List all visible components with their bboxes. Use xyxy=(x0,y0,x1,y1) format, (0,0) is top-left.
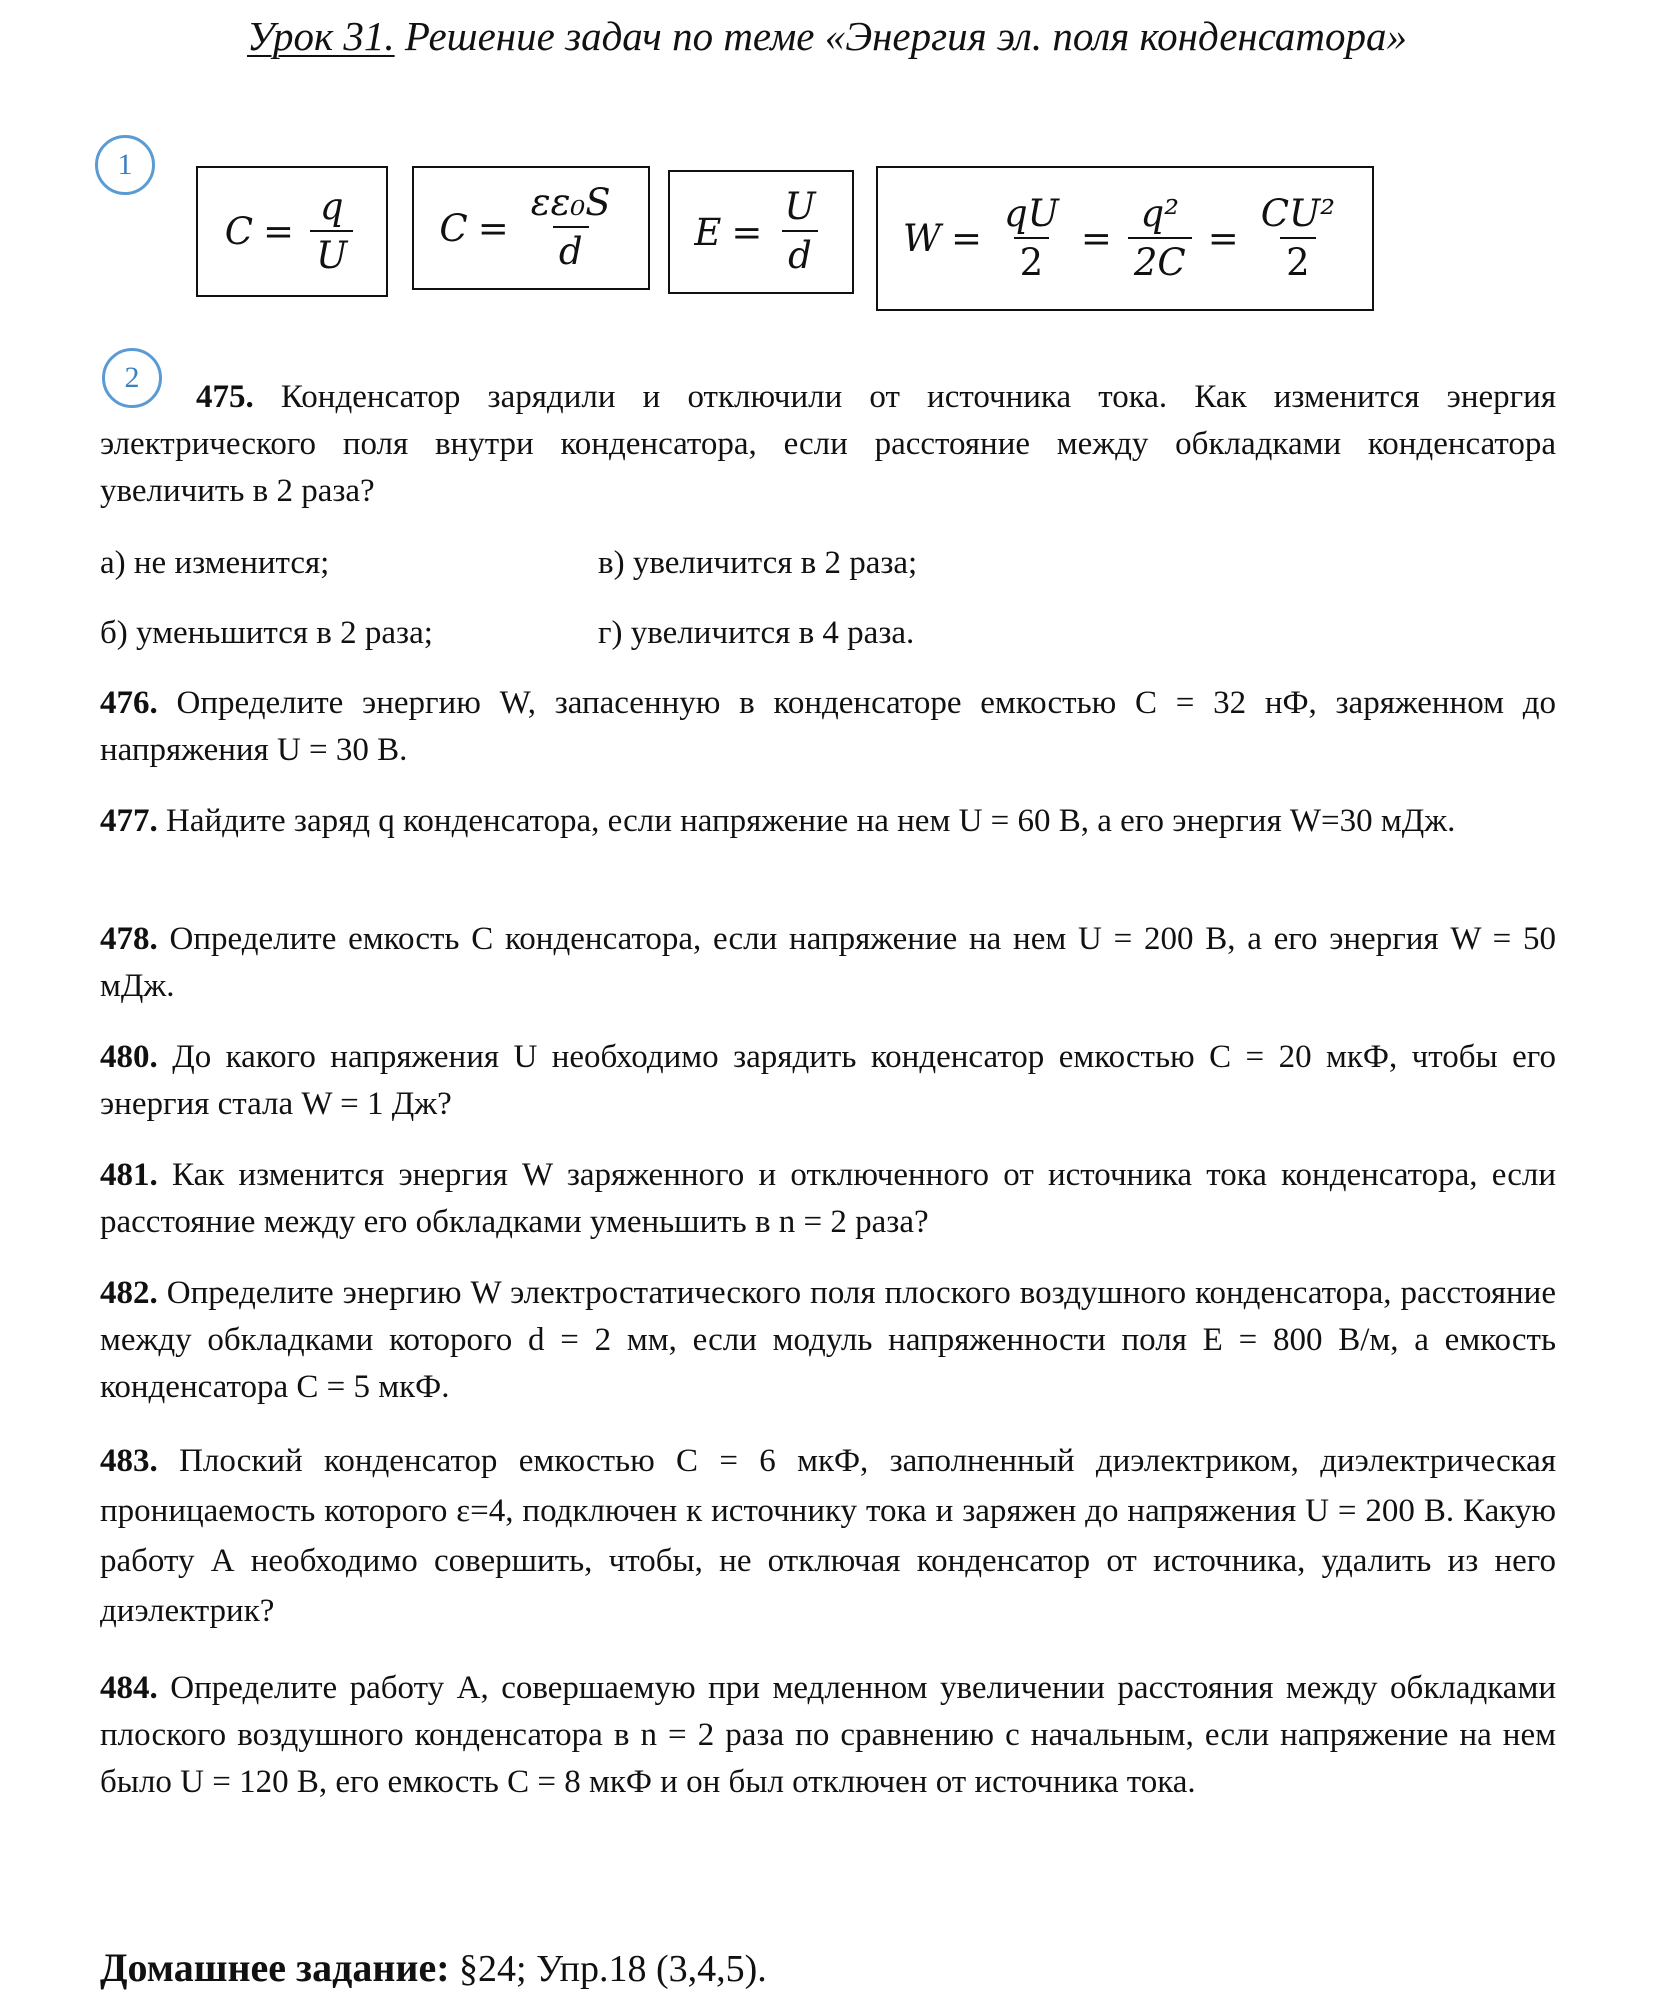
problem-text: Как изменится энергия W заряженного и отключенного от источника тока конденсатора, если расстояние между его обкладками уменьшить в n = 2 раза? xyxy=(100,1157,1557,1240)
formula-field-strength: E = $\frac{U}{d}$ xyxy=(668,170,854,294)
formula-capacitance-charge: C = $\frac{q}{U}$ xyxy=(196,166,388,297)
problem-484 xyxy=(100,1665,1556,1806)
problem-text: Определите энергию W, запасенную в конденсаторе емкостью С = 32 нФ, заряженном до напряжения U = 30 В. xyxy=(100,685,1556,768)
problem-number: 476. xyxy=(100,685,158,721)
problem-number: 475. xyxy=(196,379,254,415)
answer-option-a: а) не изменится; xyxy=(100,545,330,581)
problem-475 xyxy=(100,374,1556,515)
answer-option-b: б) уменьшится в 2 раза; xyxy=(100,615,433,651)
problem-number: 483. xyxy=(100,1443,158,1479)
problem-476 xyxy=(100,680,1556,774)
problem-number: 482. xyxy=(100,1275,158,1311)
lesson-topic: Решение задач по теме «Энергия эл. поля конденсатора» xyxy=(404,13,1407,59)
problem-477 xyxy=(100,798,1556,845)
problem-number: 480. xyxy=(100,1039,158,1075)
formula-energy: W = $\frac{qU}{2}$ = $\frac{\text{q²}}{2C}$ = $\frac{\text{CU²}}{2}$ xyxy=(876,166,1374,311)
problem-number: 484. xyxy=(100,1670,158,1706)
homework-text: §24; Упр.18 (3,4,5). xyxy=(459,1948,767,1990)
section-marker-2: 2 xyxy=(102,348,162,408)
answer-option-g: г) увеличится в 4 раза. xyxy=(598,615,915,651)
problem-483 xyxy=(100,1436,1556,1636)
problem-text: Найдите заряд q конденсатора, если напряжение на нем U = 60 В, а его энергия W=30 мДж. xyxy=(166,803,1456,839)
page-title xyxy=(0,12,1654,60)
problem-text: Плоский конденсатор емкостью С = 6 мкФ, заполненный диэлектриком, диэлектрическая проницаемость которого ε=4, подключен к источнику тока и заряжен до напряжения U = 200 В. Какую работу А необходимо совершить, чтобы, не отключая конденсатор от источника, удалить из него диэлектрик? xyxy=(100,1443,1556,1629)
formula-capacitance-plate: C = $\frac{\text{εε₀S}}{d}$ xyxy=(412,166,650,290)
problem-text: Определите емкость С конденсатора, если напряжение на нем U = 200 В, а его энергия W = 50 мДж. xyxy=(100,921,1557,1004)
section-marker-1: 1 xyxy=(95,135,155,195)
problem-478 xyxy=(100,916,1556,1010)
problem-480 xyxy=(100,1034,1556,1128)
problem-text: Определите работу А, совершаемую при медленном увеличении расстояния между обкладками плоского воздушного конденсатора в n = 2 раза по сравнению с начальным, если напряжение на нем было U = 120 В, его емкость С = 8 мкФ и он был отключен от источника тока. xyxy=(100,1670,1556,1800)
homework xyxy=(100,1944,767,1991)
problem-number: 481. xyxy=(100,1157,158,1193)
problem-text: До какого напряжения U необходимо зарядить конденсатор емкостью С = 20 мкФ, чтобы его энергия стала W = 1 Дж? xyxy=(100,1039,1557,1122)
problem-text: Конденсатор зарядили и отключили от источника тока. Как изменится энергия электрического поля внутри конденсатора, если расстояние между обкладками конденсатора увеличить в 2 раза? xyxy=(100,379,1557,509)
lesson-number: Урок 31. xyxy=(247,13,395,59)
problem-number: 478. xyxy=(100,921,158,957)
problem-481 xyxy=(100,1152,1556,1246)
homework-label: Домашнее задание: xyxy=(100,1945,450,1990)
problem-text: Определите энергию W электростатического поля плоского воздушного конденсатора, расстояние между обкладками которого d = 2 мм, если модуль напряженности поля E = 800 В/м, а емкость конденсатора С = 5 мкФ. xyxy=(100,1275,1556,1405)
problem-number: 477. xyxy=(100,803,158,839)
problem-482 xyxy=(100,1270,1556,1411)
answer-option-v: в) увеличится в 2 раза; xyxy=(598,545,918,581)
